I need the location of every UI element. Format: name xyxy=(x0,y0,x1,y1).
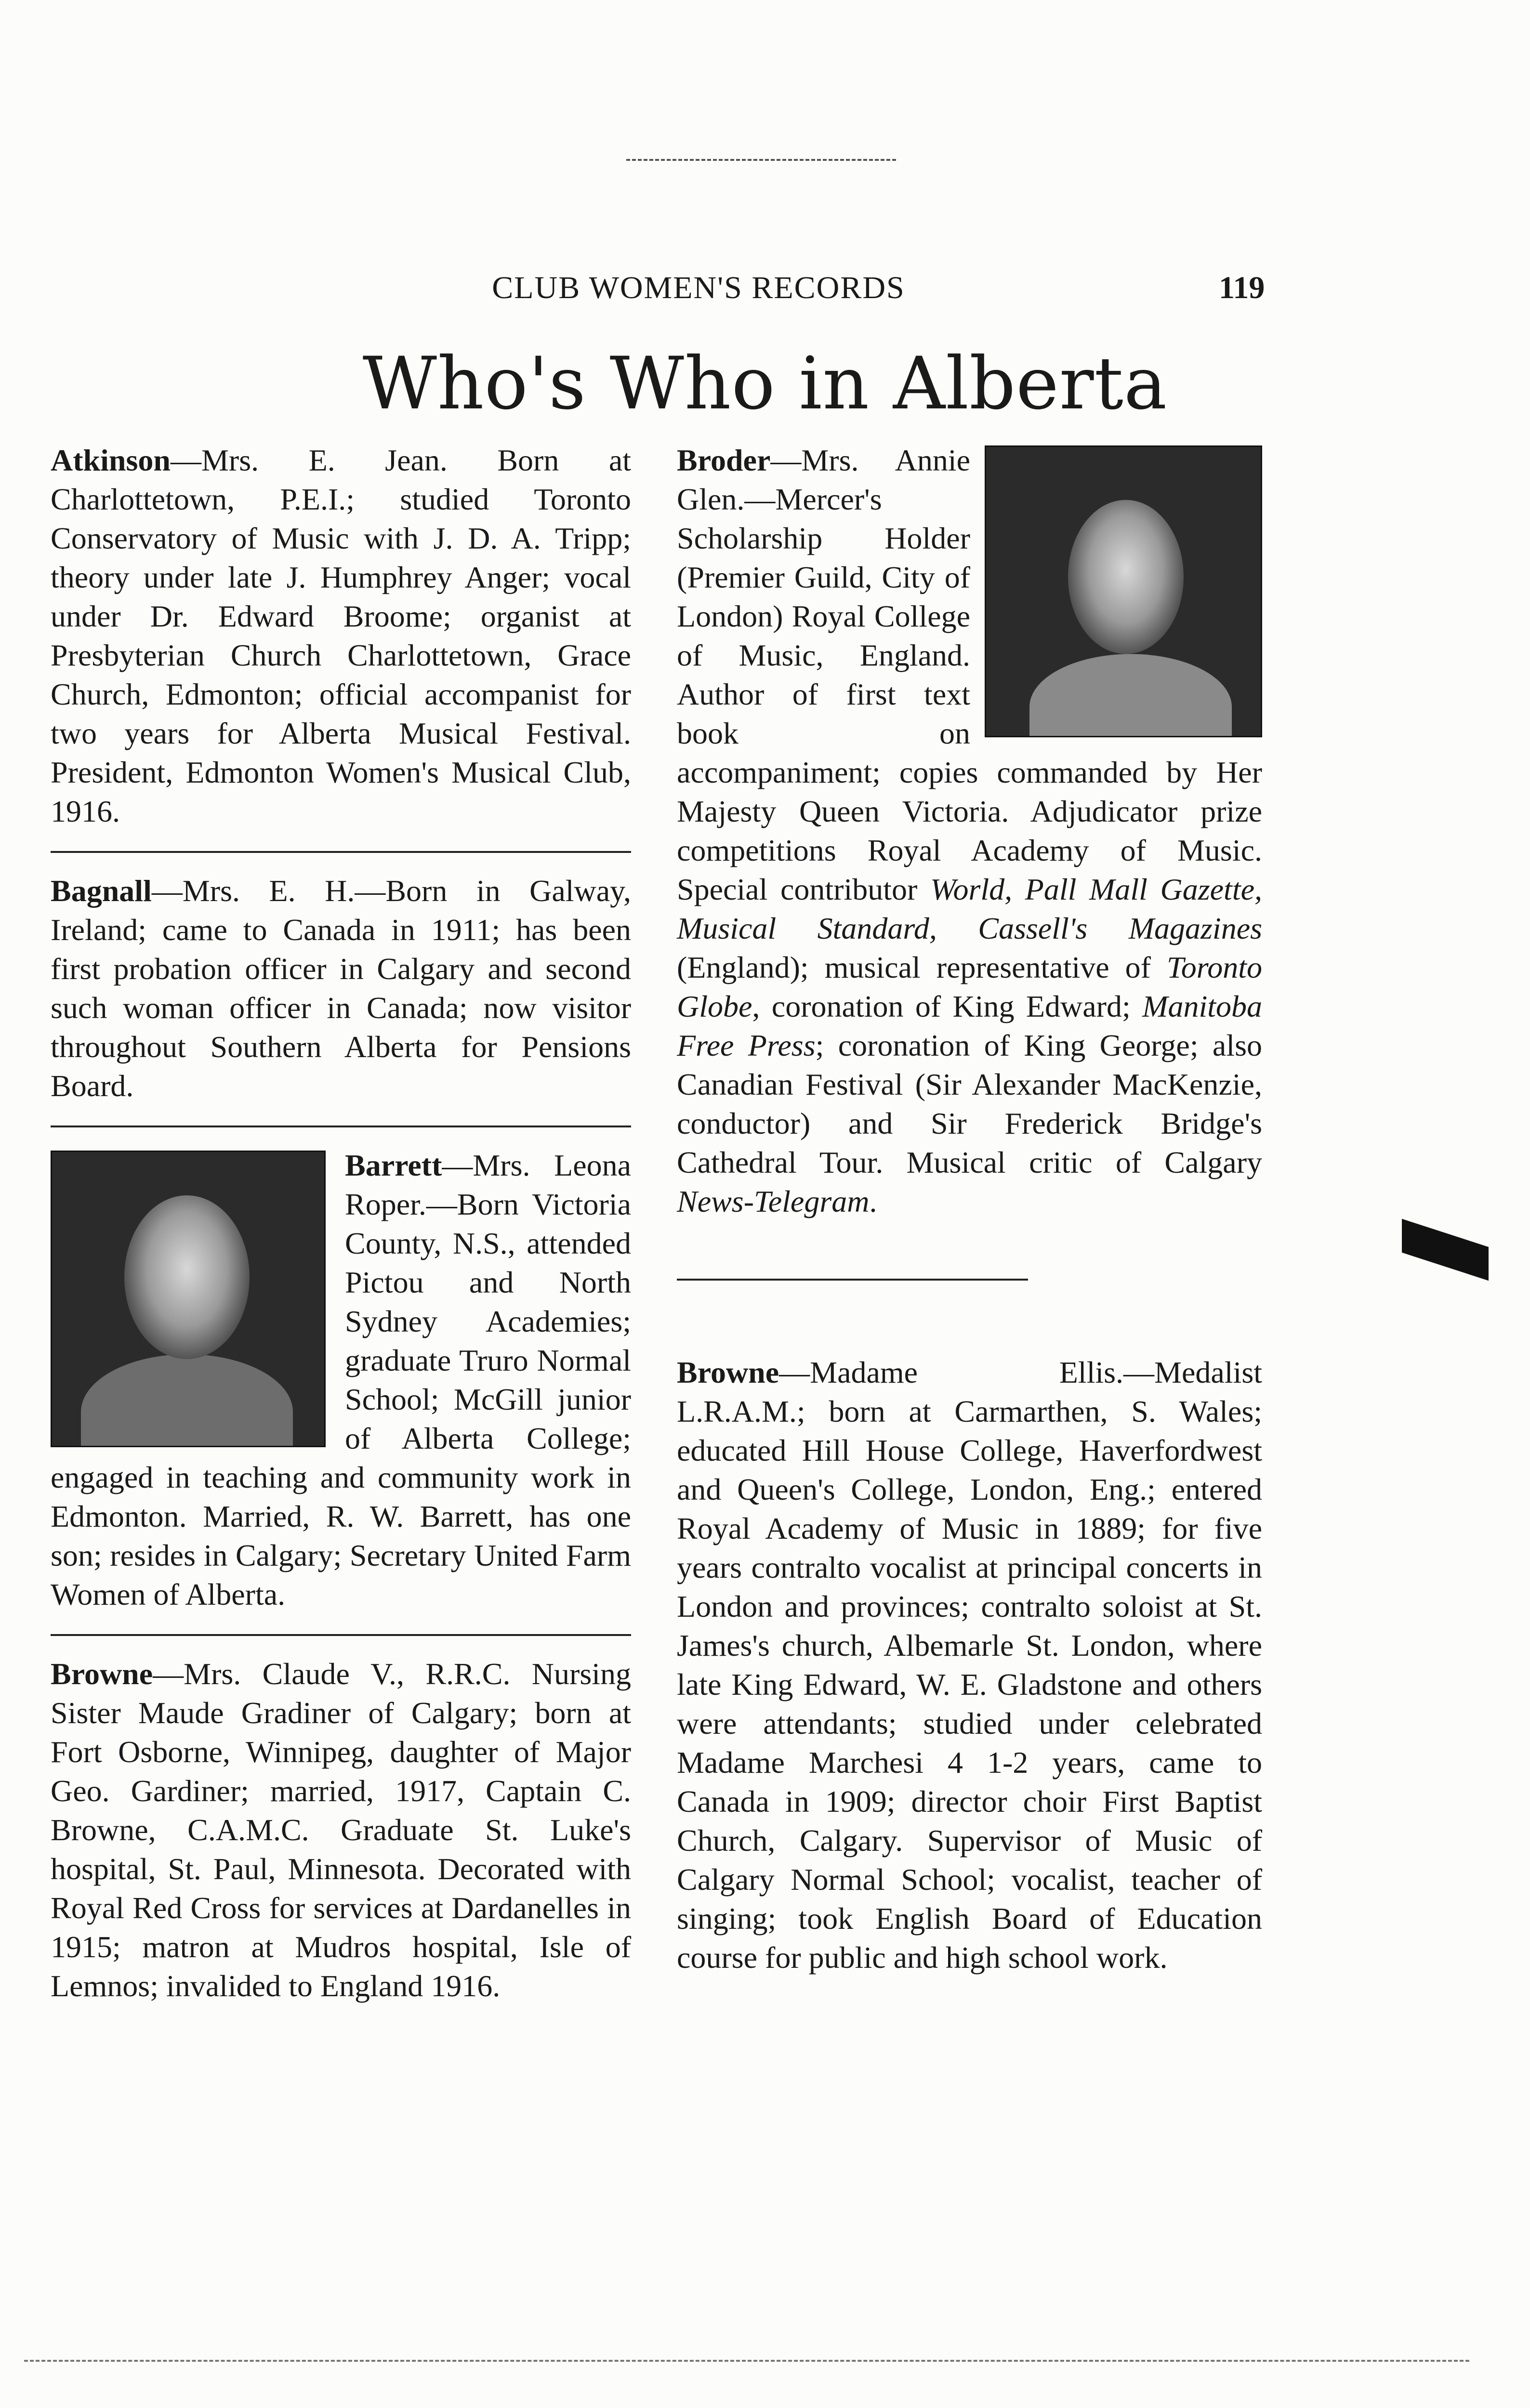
entry-atkinson xyxy=(51,441,631,831)
entry-divider xyxy=(677,1279,1028,1281)
left-column xyxy=(51,441,631,2005)
entry-divider xyxy=(51,851,631,853)
entry-surname: Browne xyxy=(51,1657,153,1691)
portrait-face xyxy=(1068,500,1184,654)
entry-body: —Mrs. Leona Roper.—Born Victoria County, N.S., attended Pictou and North Sydney Academies; graduate Truro Normal School; McGill junior of Alberta College; engaged in teaching and community work in Edmonton. Married, R. W. Barrett, has one son; resides in Calgary; Secretary United Farm Women of Alberta. xyxy=(51,1148,631,1611)
portrait-shoulders xyxy=(81,1354,293,1447)
publication-name: News-Telegram xyxy=(677,1184,870,1218)
entry-divider xyxy=(51,1125,631,1127)
scan-artifact-line xyxy=(626,159,896,161)
entry-text xyxy=(677,1353,1262,1977)
entry-body: —Mrs. E. Jean. Born at Charlottetown, P.E.I.; studied Toronto Conservatory of Music with J. D. A. Tripp; theory under late J. Humphrey Anger; vocal under Dr. Edward Broome; organist at Presbyterian Church Charlottetown, Grace Church, Edmonton; official accompanist for two years for Alberta Musical Festival. President, Edmonton Women's Musical Club, 1916. xyxy=(51,443,631,828)
entry-body: —Mrs. E. H.—Born in Galway, Ireland; came to Canada in 1911; has been first probation officer in Calgary and second such woman officer in Canada; now visitor throughout Southern Alberta for Pensions Board. xyxy=(51,874,631,1103)
publication-names: World, Pall Mall Gazette, Musical Standard, Cassell's Magazines xyxy=(677,872,1263,945)
scan-artifact-line xyxy=(24,2360,1469,2362)
entry-divider xyxy=(51,1634,631,1636)
publication-name: Manitoba Free Press xyxy=(677,989,1262,1062)
portrait-photo-broder xyxy=(985,445,1262,737)
publication-name: Toronto Globe xyxy=(677,950,1262,1023)
entry-text xyxy=(51,871,631,1105)
page-number: 119 xyxy=(1219,270,1265,305)
entry-body: —Mrs. Claude V., R.R.C. Nursing Sister Maude Gradiner of Calgary; born at Fort Osborne, Winnipeg, daughter of Major Geo. Gardiner; married, 1917, Captain C. Browne, C.A.M.C. Graduate St. Luke's hospital, St. Paul, Minnesota. Decorated with Royal Red Cross for services at Dardanelles in 1915; matron at Mudros hospital, Isle of Lemnos; invalided to England 1916. xyxy=(51,1657,631,2003)
entry-body: (England); musical representative of xyxy=(677,950,1167,984)
entry-surname: Bagnall xyxy=(51,874,152,908)
entry-body: —Mrs. Annie Glen.—Mercer's Scholarship Holder (Premier Guild, City of London) Royal College of Music, England. Author of first text book on accompaniment; copies commanded by Her Majesty Queen Victoria. Adjudicator prize competitions Royal Academy of Music. Special contributor xyxy=(677,443,1262,906)
portrait-shoulders xyxy=(1029,654,1232,737)
portrait-photo-barrett xyxy=(51,1151,326,1447)
scan-artifact-blot xyxy=(1402,1219,1489,1281)
entry-browne-claude xyxy=(51,1654,631,2005)
page-title: Who's Who in Alberta xyxy=(362,342,1168,426)
running-header: CLUB WOMEN'S RECORDS xyxy=(492,270,905,305)
right-column xyxy=(677,441,1262,1977)
entry-text xyxy=(51,441,631,831)
entry-surname: Barrett xyxy=(345,1148,442,1182)
entry-body: ; coronation of King George; also Canadian Festival (Sir Alexander MacKenzie, conductor) and Sir Frederick Bridge's Cathedral Tour. Musical critic of Calgary xyxy=(677,1028,1262,1179)
entry-broder xyxy=(677,441,1262,1221)
entry-body: . xyxy=(869,1184,877,1218)
entry-surname: Broder xyxy=(677,443,771,477)
entry-browne-ellis xyxy=(677,1353,1262,1977)
portrait-face xyxy=(124,1195,250,1359)
entry-surname: Browne xyxy=(677,1355,779,1389)
entry-body: , coronation of King Edward; xyxy=(752,989,1143,1023)
entry-bagnall xyxy=(51,871,631,1105)
entry-body: —Madame Ellis.—Medalist L.R.A.M.; born at Carmarthen, S. Wales; educated Hill House College, Haverfordwest and Queen's College, London, Eng.; entered Royal Academy of Music in 1889; for five years contralto vocalist at principal concerts in London and provinces; contralto soloist at St. James's church, Albemarle St. London, where late King Edward, W. E. Gladstone and others were attendants; studied under celebrated Madame Marchesi 4 1-2 years, came to Canada in 1909; director choir First Baptist Church, Calgary. Supervisor of Music of Calgary Normal School; vocalist, teacher of singing; took English Board of Education course for public and high school work. xyxy=(677,1355,1262,1975)
entry-text xyxy=(51,1654,631,2005)
entry-surname: Atkinson xyxy=(51,443,171,477)
entry-barrett xyxy=(51,1146,631,1614)
